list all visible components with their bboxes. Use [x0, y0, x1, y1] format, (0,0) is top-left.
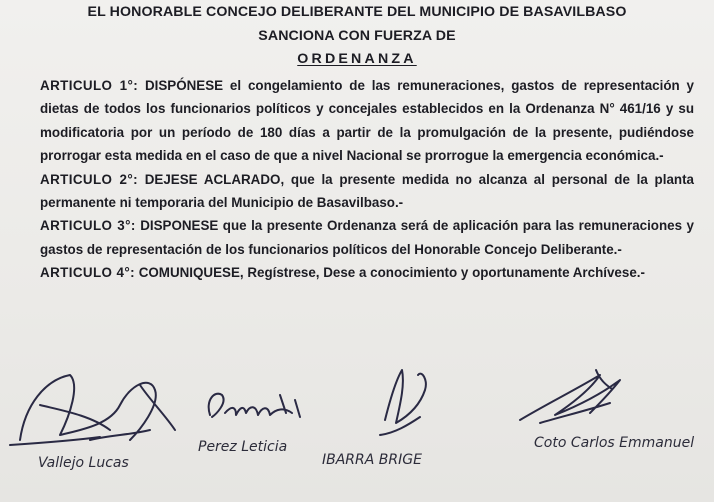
signatures-area: [0, 345, 714, 502]
article-2: [40, 168, 694, 215]
article-4-label: ARTICULO 4°:: [40, 265, 135, 281]
ordinance-title: ORDENANZA: [297, 51, 417, 67]
article-3: [40, 214, 694, 261]
signature-4-scribble: [520, 370, 620, 423]
signature-2-scribble: [209, 394, 300, 417]
signer-2-name: Perez Leticia: [198, 439, 288, 455]
signer-4-name: Coto Carlos Emmanuel: [534, 435, 695, 451]
article-3-label: ARTICULO 3°:: [40, 218, 136, 234]
signer-1-name: Vallejo Lucas: [38, 455, 129, 471]
article-3-text: DISPONESE que la presente Ordenanza será de aplicación para las remuneraciones y gastos de representación de los funcionarios políticos del Honorable Concejo Deliberante.-: [40, 218, 694, 257]
article-2-label: ARTICULO 2°:: [40, 171, 138, 187]
article-1-label: ARTICULO 1°:: [40, 78, 139, 93]
article-4: [40, 261, 694, 284]
article-1: [40, 74, 694, 168]
sanction-heading: SANCIONA CON FUERZA DE: [258, 28, 456, 44]
ordinance-body: [40, 74, 694, 285]
council-heading: EL HONORABLE CONCEJO DELIBERANTE DEL MUNICIPIO DE BASAVILBASO: [87, 4, 627, 20]
signature-3-scribble: [380, 370, 426, 435]
article-2-text: DEJESE ACLARADO, que la presente medida no alcanza al personal de la planta permanente ni temporaria del Municipio de Basavilbaso.-: [40, 171, 694, 211]
signer-3-name: IBARRA BRIGE: [322, 452, 422, 468]
article-1-text: DISPÓNESE el congelamiento de las remuneraciones, gastos de representación y dietas de todos los funcionarios políticos y concejales establecidos en la Ordenanza N° 461/16 y su modificatoria por un período de 180 días a partir de la promulgación de la presente, pudiéndose prorrogar esta medida en el caso de que a nivel Nacional se prorrogue la emergencia económica.-: [40, 78, 694, 164]
article-4-text: COMUNIQUESE, Regístrese, Dese a conocimiento y oportunamente Archívese.-: [138, 265, 645, 281]
handwritten-signatures: [0, 345, 714, 502]
signature-1-scribble: [10, 375, 175, 445]
